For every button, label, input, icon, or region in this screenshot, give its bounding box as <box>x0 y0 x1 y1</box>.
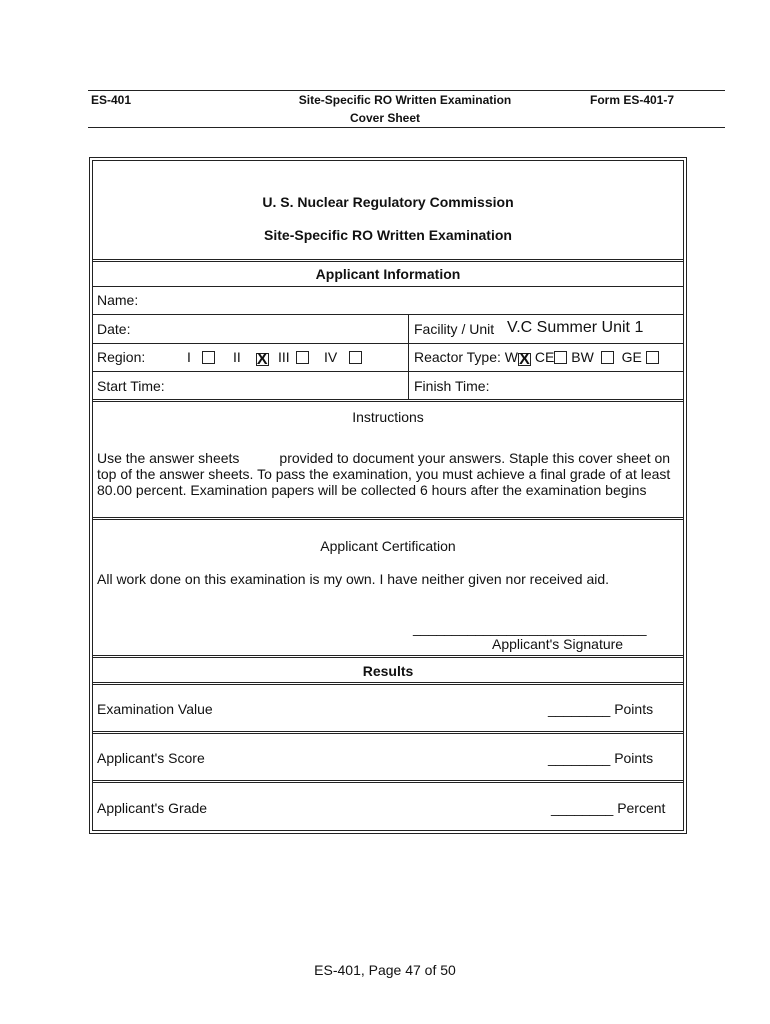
region-option-label: IV <box>324 349 338 365</box>
reactor-type-label: Reactor Type: W <box>414 349 519 365</box>
unit-label: Percent <box>617 800 666 816</box>
region-option-label: III <box>278 349 290 365</box>
applicant-grade-label: Applicant's Grade <box>97 800 208 816</box>
divider <box>92 399 684 402</box>
divider <box>92 259 684 262</box>
reactor-w-checkbox-checked[interactable]: X <box>519 351 530 368</box>
date-label: Date: <box>97 321 131 337</box>
finish-time-label: Finish Time: <box>414 378 490 394</box>
applicant-score-field[interactable]: ________ Points <box>548 750 654 766</box>
start-time-label: Start Time: <box>97 378 165 394</box>
header-form-series: ES-401 <box>91 93 132 107</box>
signature-line[interactable]: ______________________________ <box>413 620 647 636</box>
instructions-text <box>97 450 679 498</box>
instructions-line2: top of the answer sheets. To pass the examination, you must achieve a final grade of at least <box>97 466 671 482</box>
reactor-ce-checkbox[interactable] <box>554 351 567 364</box>
region-option-ii <box>233 349 269 366</box>
results-heading: Results <box>362 663 414 679</box>
reactor-option-label: BW <box>571 349 594 365</box>
region-label: Region: <box>97 349 146 365</box>
region-option-label: I <box>187 349 191 365</box>
instructions-line3: 80.00 percent. Examination papers will be collected 6 hours after the examination begins <box>97 482 647 498</box>
instructions-line1-b: provided to document your answers. Staple this cover sheet on <box>279 450 671 466</box>
divider <box>92 655 684 658</box>
divider <box>92 286 684 287</box>
applicant-grade-field[interactable]: ________ Percent <box>551 800 666 816</box>
region-iii-checkbox[interactable] <box>296 351 309 364</box>
reactor-ge-checkbox[interactable] <box>646 351 659 364</box>
facility-label: Facility / Unit <box>414 321 495 337</box>
applicant-info-heading: Applicant Information <box>315 266 461 282</box>
unit-label: Points <box>614 750 654 766</box>
name-label: Name: <box>97 292 139 308</box>
region-option-iii <box>278 349 309 365</box>
reactor-option-label: GE <box>621 349 642 365</box>
divider <box>92 371 684 372</box>
header-subtitle: Cover Sheet <box>349 111 421 125</box>
region-option-label: II <box>233 349 241 365</box>
region-option-iv <box>324 349 362 365</box>
region-ii-checkbox-checked[interactable]: X <box>256 351 268 368</box>
divider <box>92 343 684 344</box>
page-footer: ES-401, Page 47 of 50 <box>314 962 456 978</box>
divider <box>92 314 684 315</box>
applicant-score-label: Applicant's Score <box>97 750 205 766</box>
examination-value-field[interactable]: ________ Points <box>548 701 654 717</box>
signature-label: Applicant's Signature <box>492 636 624 652</box>
facility-value[interactable]: V.C Summer Unit 1 <box>507 319 644 336</box>
divider <box>92 731 684 734</box>
header-top-rule <box>88 90 725 91</box>
instructions-heading: Instructions <box>352 409 424 425</box>
region-option-i <box>187 349 215 365</box>
unit-label: Points <box>614 701 654 717</box>
certification-statement: All work done on this examination is my own. I have neither given nor received aid. <box>97 571 610 587</box>
instructions-line1-a: Use the answer sheets <box>97 450 240 466</box>
column-divider <box>408 314 409 400</box>
region-iv-checkbox[interactable] <box>349 351 362 364</box>
header-bottom-rule <box>88 127 725 128</box>
agency-title: U. S. Nuclear Regulatory Commission <box>262 194 514 210</box>
reactor-option-label: CE <box>534 349 555 365</box>
divider <box>92 780 684 783</box>
examination-value-label: Examination Value <box>97 701 213 717</box>
exam-title: Site-Specific RO Written Examination <box>264 227 512 243</box>
divider <box>92 682 684 685</box>
reactor-bw-checkbox[interactable] <box>601 351 614 364</box>
divider <box>92 517 684 520</box>
reactor-type-field <box>414 349 659 366</box>
region-i-checkbox[interactable] <box>202 351 215 364</box>
certification-heading: Applicant Certification <box>320 538 456 554</box>
header-title: Site-Specific RO Written Examination <box>298 93 512 107</box>
header-form-number: Form ES-401-7 <box>590 93 675 107</box>
